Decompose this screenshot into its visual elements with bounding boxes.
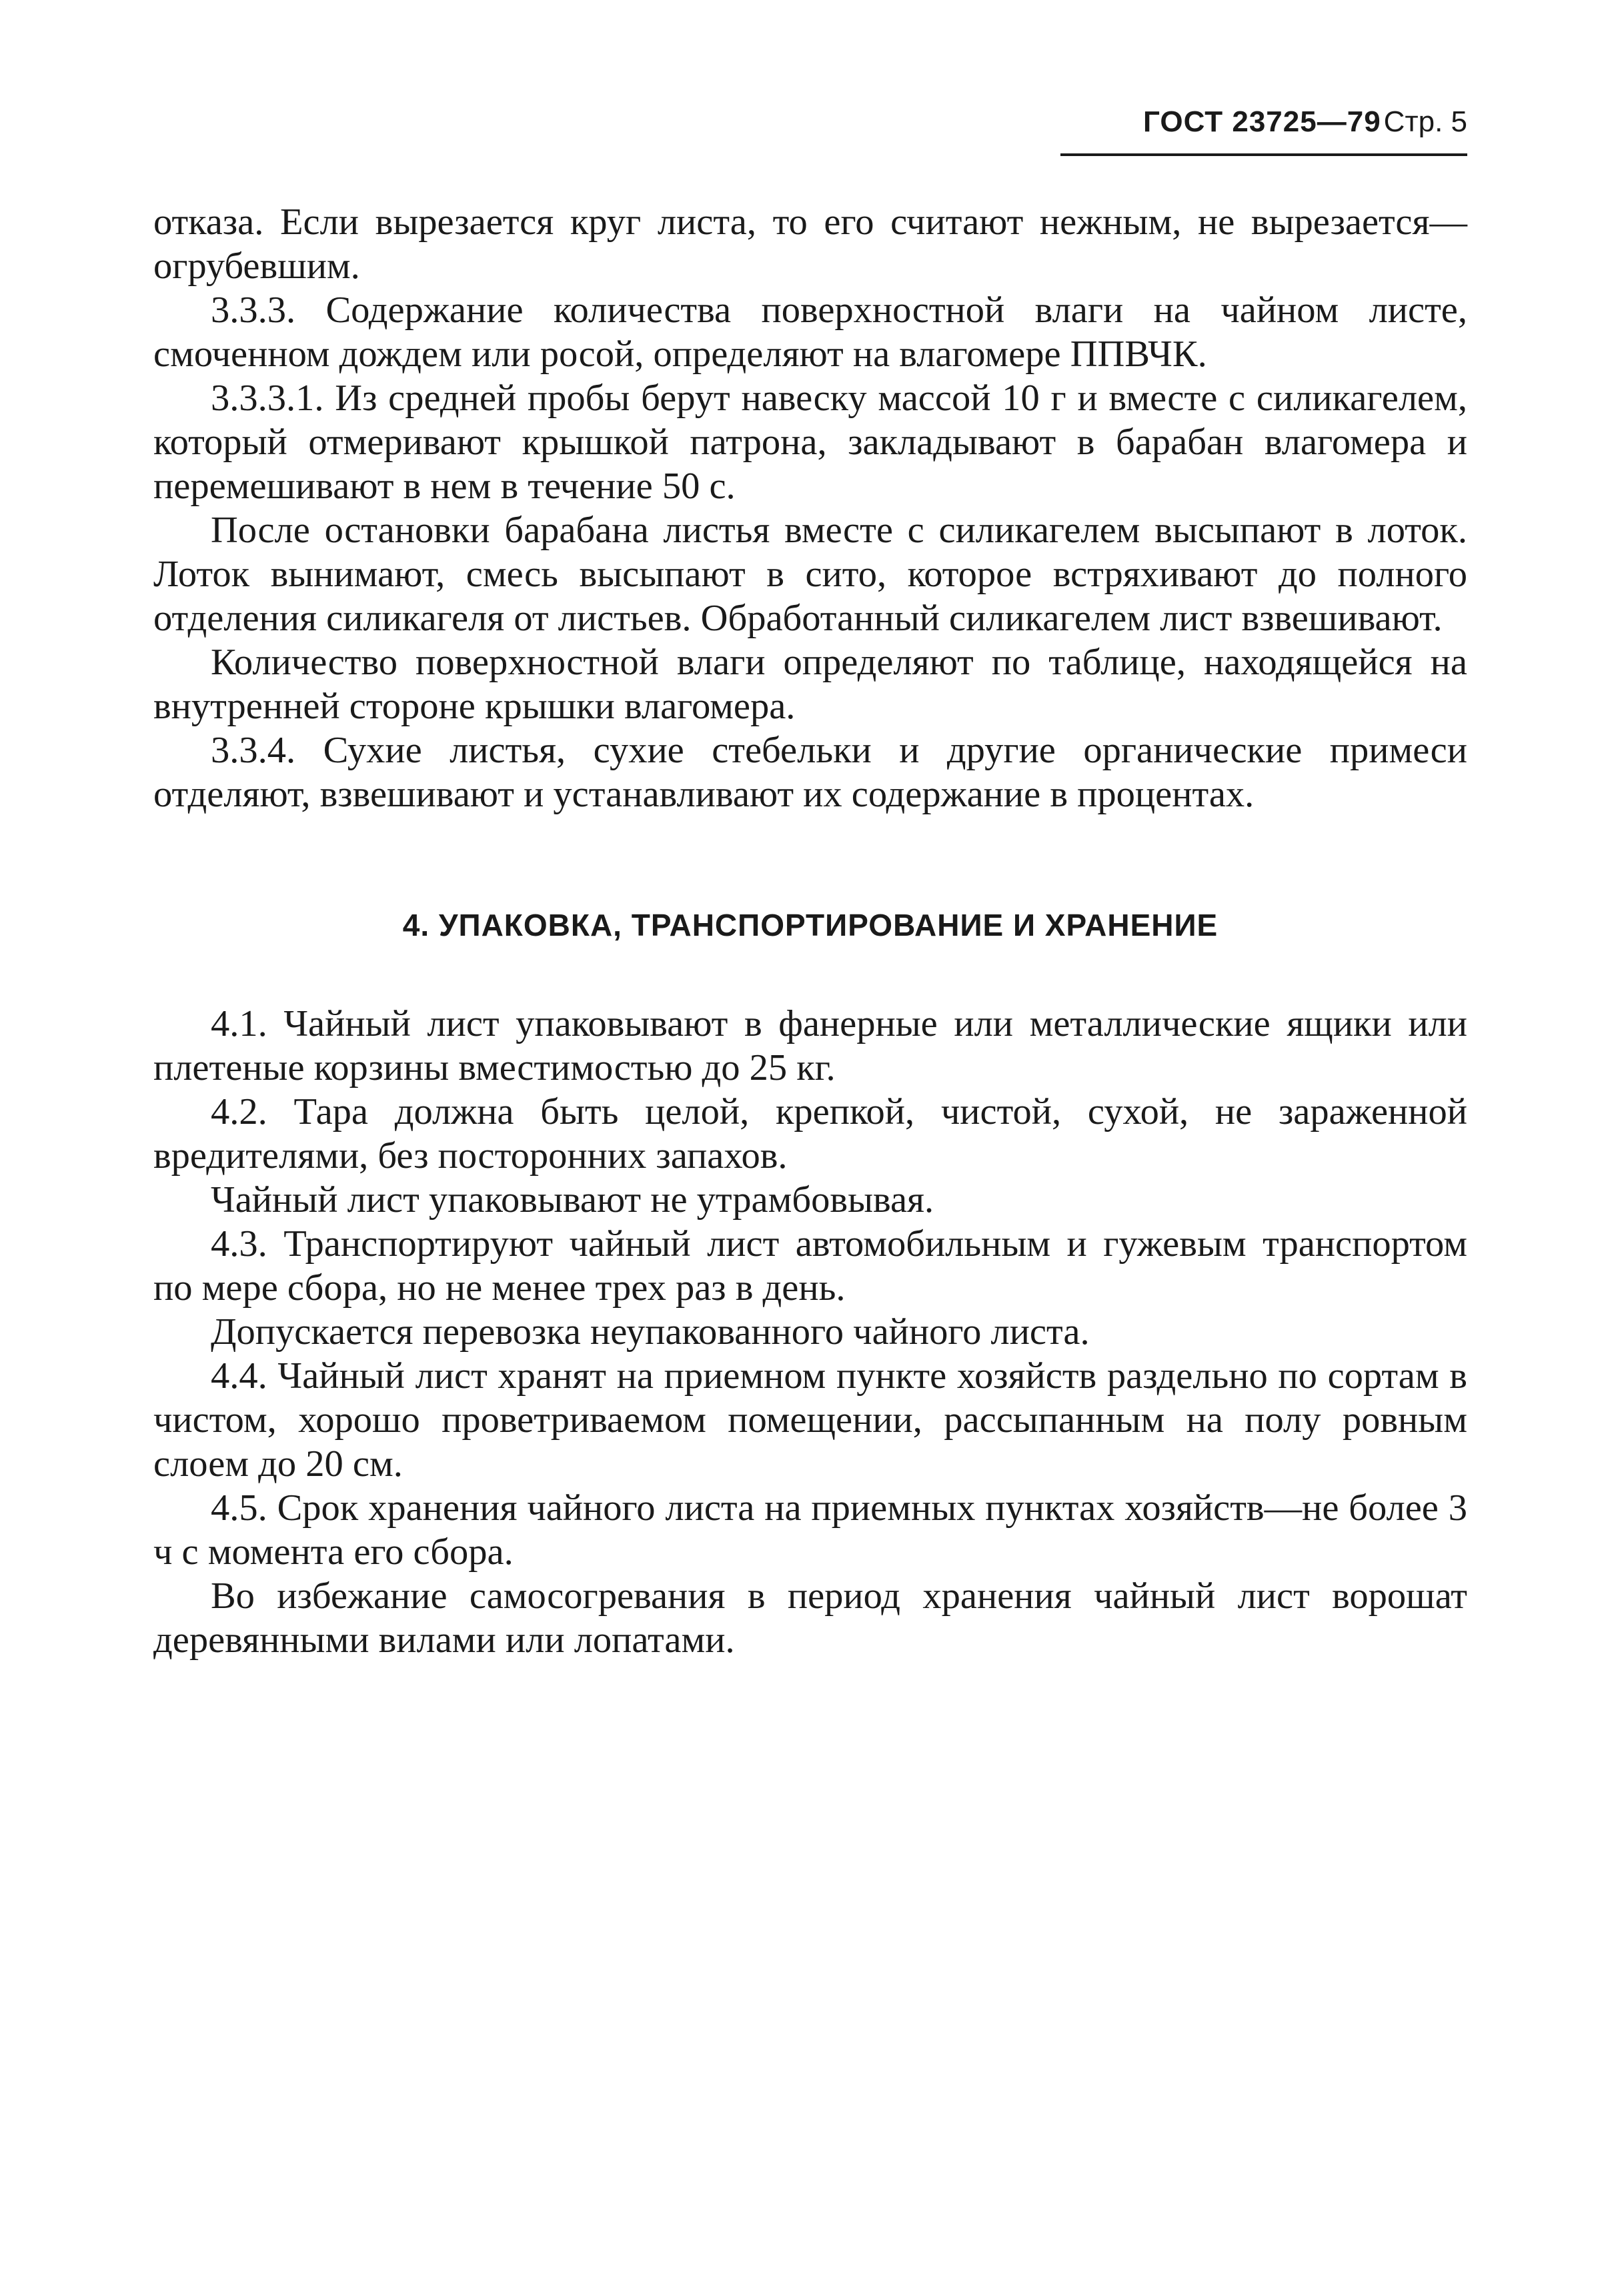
paragraph-4-4: 4.4. Чайный лист хранят на приемном пункте хозяйств раздельно по сортам в чистом, хорошо проветриваемом помещении, рассыпанным на полу ровным слоем до 20 см. bbox=[153, 1355, 1467, 1485]
paragraph-drum-stop: После остановки барабана листья вместе с силикагелем высыпают в лоток. Лоток вынимают, смесь высыпают в сито, которое встряхивают до полного отделения силикагеля от листьев. Обработанный силикагелем лист взвешивают. bbox=[153, 510, 1467, 639]
document-body bbox=[153, 200, 1467, 1662]
paragraph-transport-note: Допускается перевозка неупакованного чайного листа. bbox=[211, 1311, 1090, 1353]
paragraph-moisture-table: Количество поверхностной влаги определяют по таблице, находящейся на внутренней стороне крышки влагомера. bbox=[153, 642, 1467, 727]
paragraph-4-5: 4.5. Срок хранения чайного листа на приемных пунктах хозяйств—не более 3 ч с момента его сбора. bbox=[153, 1487, 1467, 1573]
paragraph-continuation: отказа. Если вырезается круг листа, то его считают нежным, не вырезается—огрубевшим. bbox=[153, 201, 1467, 287]
paragraph-3-3-3-1: 3.3.3.1. Из средней пробы берут навеску массой 10 г и вместе с силикагелем, который отмеривают крышкой патрона, закладывают в барабан влагомера и перемешивают в нем в течение 50 с. bbox=[153, 377, 1467, 507]
paragraph-3-3-4: 3.3.4. Сухие листья, сухие стебельки и другие органические примеси отделяют, взвешивают и устанавливают их содержание в процентах. bbox=[153, 730, 1467, 815]
page-header bbox=[1060, 105, 1467, 156]
standard-number: ГОСТ 23725—79 bbox=[1143, 105, 1381, 138]
paragraph-4-1: 4.1. Чайный лист упаковывают в фанерные или металлические ящики или плетеные корзины вместимостью до 25 кг. bbox=[153, 1003, 1467, 1088]
section-title: 4. УПАКОВКА, ТРАНСПОРТИРОВАНИЕ И ХРАНЕНИЕ bbox=[402, 908, 1219, 942]
paragraph-3-3-3: 3.3.3. Содержание количества поверхностной влаги на чайном листе, смоченном дождем или росой, определяют на влагомере ППВЧК. bbox=[153, 289, 1467, 375]
paragraph-packing-note: Чайный лист упаковывают не утрамбовывая. bbox=[211, 1179, 934, 1221]
page-number: Стр. 5 bbox=[1383, 105, 1467, 138]
paragraph-4-2: 4.2. Тара должна быть целой, крепкой, чистой, сухой, не зараженной вредителями, без посторонних запахов. bbox=[153, 1091, 1467, 1177]
paragraph-4-3: 4.3. Транспортируют чайный лист автомобильным и гужевым транспортом по мере сбора, но не менее трех раз в день. bbox=[153, 1223, 1467, 1309]
paragraph-storage-note: Во избежание самосогревания в период хранения чайный лист ворошат деревянными вилами или лопатами. bbox=[153, 1575, 1467, 1661]
